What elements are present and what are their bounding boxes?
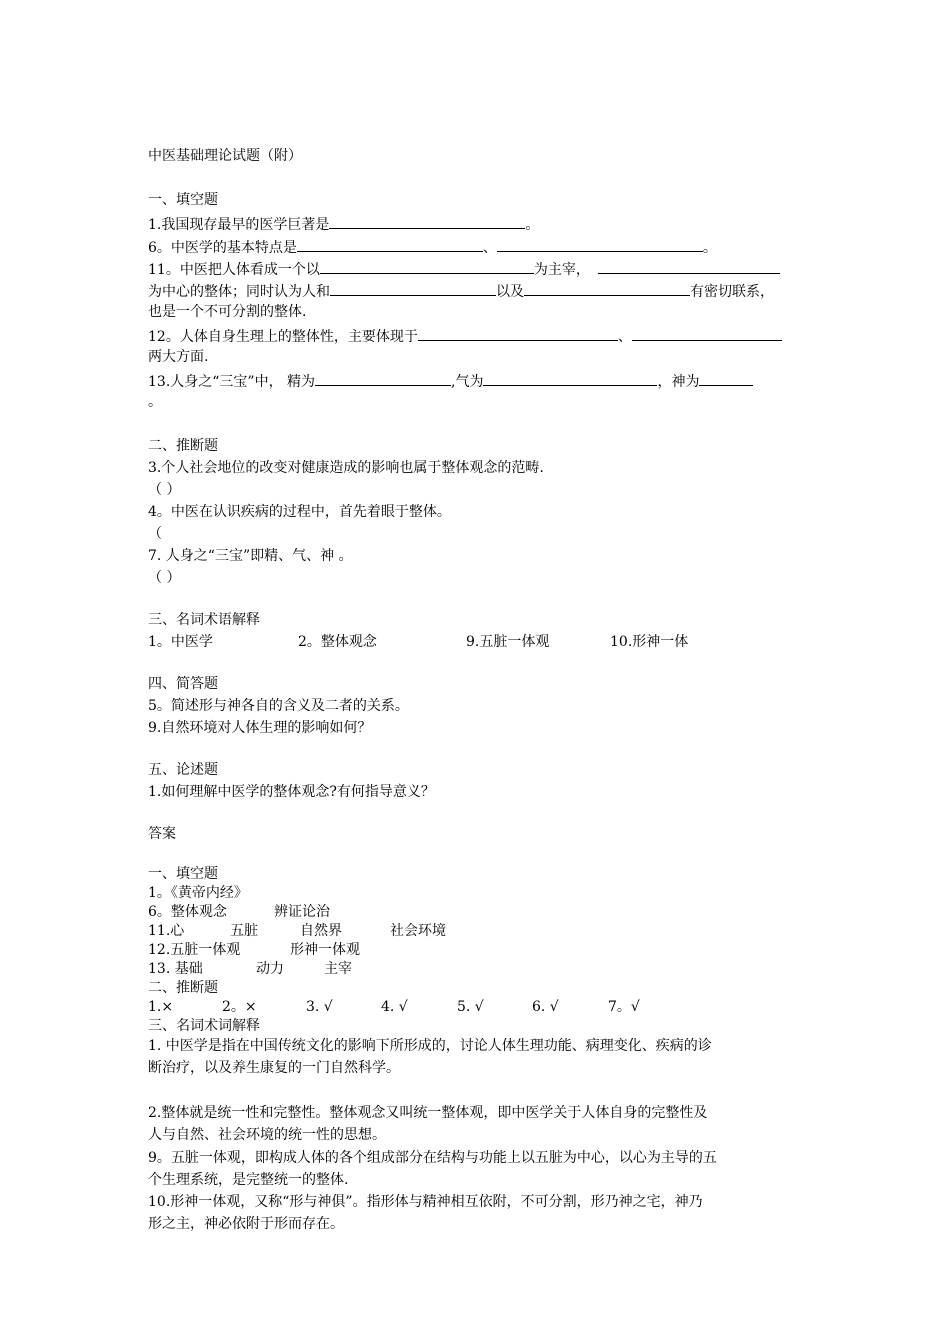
answer-fill-13: 动力: [256, 961, 284, 977]
question-fill-12-line1: 12。人体自身生理上的整体性，主要体现于 、: [148, 326, 782, 346]
answer-term-2-line1: 2.整体就是统一性和完整性。整体观念又叫统一整体观，即中医学关于人体自身的完整性及: [148, 1105, 708, 1121]
answer-judge-item: 1.×: [148, 999, 174, 1015]
question-short-5: 5。简述形与神各自的含义及二者的关系。: [148, 698, 409, 714]
question-essay-1: 1.如何理解中医学的整体观念?有何指导意义？: [148, 784, 435, 800]
answer-fill-11: 自然界: [300, 923, 342, 939]
answer-fill-12: 形神一体观: [290, 942, 360, 958]
section-heading-fill: 一、填空题: [148, 192, 218, 208]
answer-paren-4: （: [148, 526, 162, 542]
answer-fill-11: 11.心: [148, 923, 185, 939]
answer-fill-13: 主宰: [324, 961, 352, 977]
answer-term-9-line1: 9。五脏一体观，即构成人体的各个组成部分在结构与功能上以五脏为中心，以心为主导的五: [148, 1150, 717, 1166]
question-fill-11-line3: 也是一个不可分割的整体.: [148, 304, 307, 320]
term-item: 10.形神一体: [610, 634, 689, 650]
answers-fill-heading: 一、填空题: [148, 866, 218, 882]
section-heading-short: 四、简答题: [148, 676, 218, 692]
answer-judge-item: 3. √: [306, 999, 333, 1015]
answer-term-1-line1: 1. 中医学是指在中国传统文化的影响下所形成的，讨论人体生理功能、病理变化、疾病的诊: [148, 1038, 712, 1054]
answer-fill-6: 6。整体观念: [148, 904, 227, 920]
answer-fill-6: 辨证论治: [274, 904, 330, 920]
doc-title: 中医基础理论试题（附）: [148, 148, 302, 164]
answer-fill-1: 1。《黄帝内经》: [148, 885, 248, 901]
section-heading-essay: 五、论述题: [148, 762, 218, 778]
question-fill-13-end: 。: [148, 394, 162, 410]
answer-judge-item: 5. √: [457, 999, 484, 1015]
answer-judge-item: 4. √: [381, 999, 408, 1015]
question-fill-1: 1.我国现存最早的医学巨著是 。: [148, 214, 539, 234]
question-judge-4: 4。中医在认识疾病的过程中，首先着眼于整体。: [148, 504, 451, 520]
answer-paren-7: （ ）: [148, 570, 181, 586]
answer-fill-12: 12.五脏一体观: [148, 942, 241, 958]
term-item: 9.五脏一体观: [466, 634, 550, 650]
answer-term-10-line1: 10.形神一体观，又称“形与神俱”。指形体与精神相互依附，不可分割，形乃神之宅，神乃: [148, 1194, 703, 1210]
answers-terms-heading: 三、名词术词解释: [148, 1018, 260, 1034]
answer-judge-item: 6. √: [532, 999, 559, 1015]
answer-term-9-line2: 个生理系统，是完整统一的整体.: [148, 1172, 349, 1188]
question-fill-11-line2: 为中心的整体；同时认为人和 以及 有密切联系，: [148, 281, 774, 301]
answer-paren-3: （ ）: [148, 482, 181, 498]
answer-term-10-line2: 形之主，神必依附于形而存在。: [148, 1216, 344, 1232]
answer-judge-item: 2。×: [222, 999, 257, 1015]
question-judge-7: 7. 人身之“三宝”即精、气、神 。: [148, 548, 353, 564]
section-heading-judge: 二、推断题: [148, 438, 218, 454]
answer-fill-13: 13. 基础: [148, 961, 203, 977]
answers-judge-heading: 二、推断题: [148, 980, 218, 996]
answer-judge-item: 7。√: [608, 999, 640, 1015]
question-fill-6: 6。中医学的基本特点是 、 。: [148, 237, 717, 257]
question-judge-3: 3.个人社会地位的改变对健康造成的影响也属于整体观念的范畴.: [148, 460, 544, 476]
answer-term-1-line2: 断治疗，以及养生康复的一门自然科学。: [148, 1060, 400, 1076]
answer-fill-11: 五脏: [230, 923, 258, 939]
question-short-9: 9.自然环境对人体生理的影响如何？: [148, 720, 372, 736]
answers-heading: 答案: [148, 826, 176, 842]
term-item: 1。中医学: [148, 634, 213, 650]
question-fill-13: 13.人身之“三宝”中， 精为 ,气为 ，神为: [148, 371, 753, 391]
question-fill-11-line1: 11。中医把人体看成一个以 为主宰，: [148, 259, 780, 279]
answer-fill-11: 社会环境: [390, 923, 446, 939]
question-fill-12-line2: 两大方面.: [148, 349, 209, 365]
term-item: 2。整体观念: [298, 634, 377, 650]
section-heading-terms: 三、名词术语解释: [148, 612, 260, 628]
answer-term-2-line2: 人与自然、社会环境的统一性的思想。: [148, 1127, 386, 1143]
